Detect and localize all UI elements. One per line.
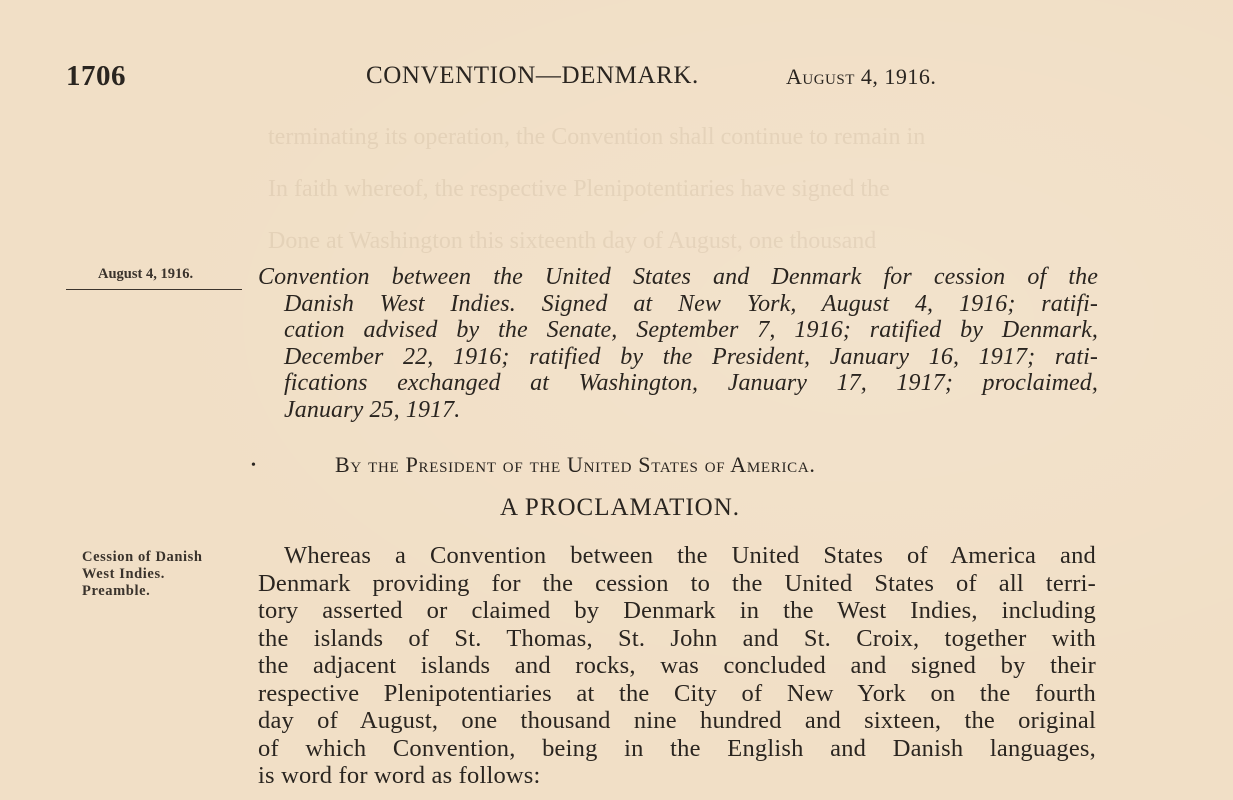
body-line: Whereas a Convention between the United States of America and (284, 542, 1096, 569)
body-line: respective Plenipotentiaries at the City of New York on the fourth (258, 679, 1096, 707)
heading-line: fications exchanged at Washington, January 17, 1917; proclaimed, (284, 370, 1098, 397)
margin-note-preamble: Preamble. (82, 583, 151, 599)
bullet-mark: • (251, 458, 256, 473)
bleed-through: In faith whereof, the respective Plenipotentiaries have signed the (268, 176, 890, 202)
body-line: Denmark providing for the cession to the United States of all terri- (258, 569, 1096, 597)
margin-note-cession-line2: West Indies. (82, 566, 165, 582)
convention-heading (258, 264, 1098, 424)
margin-note-cession-line1: Cession of Danish (82, 549, 203, 565)
running-date (786, 64, 936, 90)
margin-note-date: August 4, 1916. (98, 266, 194, 282)
heading-line: cation advised by the Senate, September 7, 1916; ratified by Denmark, (284, 317, 1098, 344)
body-line: the islands of St. Thomas, St. John and St. Croix, together with (258, 624, 1096, 652)
heading-line: Convention between the United States and Denmark for cession of the (258, 264, 1098, 290)
bleed-through: terminating its operation, the Convention shall continue to remain in (268, 124, 926, 150)
proclamation-title: A PROCLAMATION. (500, 494, 741, 521)
body-line: is word for word as follows: (258, 762, 541, 789)
margin-note-cession (82, 549, 203, 600)
body-line: of which Convention, being in the English and Danish languages, (258, 734, 1096, 762)
by-president-line: By the President of the United States of America. (335, 452, 816, 477)
margin-rule (66, 289, 242, 290)
bleed-through: Done at Washington this sixteenth day of August, one thousand (268, 228, 877, 254)
page-number: 1706 (66, 60, 126, 92)
running-title: CONVENTION—DENMARK. (366, 62, 699, 89)
running-date-month: August (786, 64, 855, 89)
heading-line: Danish West Indies. Signed at New York, August 4, 1916; ratifi- (284, 290, 1098, 317)
proclamation-body (258, 542, 1096, 790)
heading-line: December 22, 1916; ratified by the President, January 16, 1917; rati- (284, 343, 1098, 370)
running-date-day-year: 4, 1916. (854, 64, 937, 89)
body-line: the adjacent islands and rocks, was concluded and signed by their (258, 652, 1096, 679)
body-line: tory asserted or claimed by Denmark in the West Indies, including (258, 597, 1096, 624)
body-line: day of August, one thousand nine hundred and sixteen, the original (258, 707, 1096, 734)
heading-line: January 25, 1917. (284, 396, 461, 423)
